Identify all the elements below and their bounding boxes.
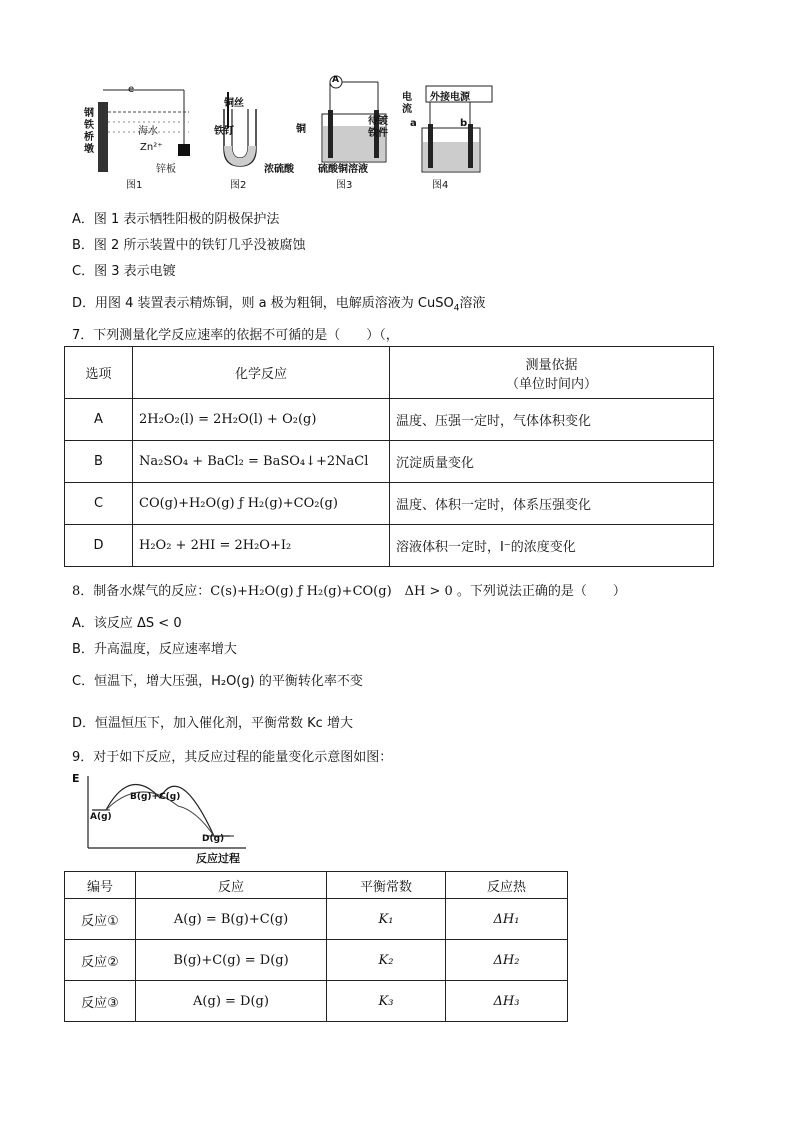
fig2-caption: 图2 (230, 180, 247, 191)
q9-row2-k: K₂ (327, 940, 446, 981)
fig4-a-label: a (410, 118, 417, 129)
fig4-current-label: 电 流 (402, 92, 412, 115)
q7-row-b-basis: 沉淀质量变化 (390, 441, 714, 483)
q9-row1-h: ΔH₁ (446, 899, 568, 940)
fig2-nail-label: 铁钉 (214, 126, 234, 137)
q9-header-id: 编号 (65, 872, 136, 899)
q7-row-c-basis: 温度、体积一定时，体系压强变化 (390, 483, 714, 525)
q7-header-row (65, 347, 714, 399)
q9-graph-end-label: D(g) (202, 834, 225, 844)
q7-header-basis (390, 347, 714, 399)
q6-option-d-sub: 4 (453, 303, 460, 314)
q9-header-k: 平衡常数 (327, 872, 446, 899)
q7-row-c-reaction: CO(g)+H₂O(g) ƒ H₂(g)+CO₂(g) (133, 483, 390, 525)
q6-option-b: B．图 2 所示装置中的铁钉几乎没被腐蚀 (72, 238, 306, 253)
q9-row1-k: K₁ (327, 899, 446, 940)
q8-option-b: B．升高温度，反应速率增大 (72, 642, 237, 657)
q9-row3-reaction: A(g) = D(g) (136, 981, 327, 1022)
table-row (65, 441, 714, 483)
q7-header-basis-line2: （单位时间内） (505, 376, 597, 392)
fig3-ammeter-label: A (332, 75, 339, 85)
fig4-caption: 图4 (432, 180, 449, 191)
q9-row3-k: K₃ (327, 981, 446, 1022)
q7-header-reaction: 化学反应 (133, 347, 390, 399)
q6-option-d-tail: 溶液 (459, 296, 486, 311)
fig1-caption: 图1 (126, 180, 143, 191)
fig4-power-label: 外接电源 (430, 92, 470, 103)
q9-stem: 9．对于如下反应，其反应过程的能量变化示意图如图： (72, 750, 393, 765)
fig2-acid-label: 浓硫酸 (264, 164, 294, 175)
q9-graph-mid-label: B(g)+C(g) (130, 792, 181, 802)
q6-option-d-text: D．用图 4 装置表示精炼铜，则 a 极为粗铜，电解质溶液为 CuSO (72, 296, 454, 311)
table-row (65, 899, 568, 940)
q7-row-a-basis: 温度、压强一定时，气体体积变化 (390, 399, 714, 441)
q9-row1-id: 反应① (65, 899, 136, 940)
q6-option-a: A．图 1 表示牺牲阳极的阴极保护法 (72, 212, 280, 227)
q9-graph-x-label: 反应过程 (196, 852, 240, 865)
fig1-ion-label: Zn²⁺ (140, 142, 163, 153)
q8-option-c: C．恒温下，增大压强，H₂O(g) 的平衡转化率不变 (72, 674, 363, 689)
fig3-caption: 图3 (336, 180, 353, 191)
q6-option-c: C．图 3 表示电镀 (72, 264, 176, 279)
fig3-solution-label: 硫酸铜溶液 (318, 164, 368, 175)
fig1-water-label: 海水 (138, 126, 158, 137)
q9-graph-start-label: A(g) (90, 812, 112, 822)
q7-row-d-reaction: H₂O₂ + 2HI = 2H₂O+I₂ (133, 525, 390, 567)
table-row (65, 525, 714, 567)
q7-row-b-option: B (65, 441, 133, 483)
q8-option-a: A．该反应 ΔS < 0 (72, 616, 182, 631)
q7-row-d-option: D (65, 525, 133, 567)
fig4-b-label: b (460, 118, 468, 129)
q7-row-a-option: A (65, 399, 133, 441)
q9-header-row (65, 872, 568, 899)
q9-table (64, 871, 568, 1022)
q9-header-reaction: 反应 (136, 872, 327, 899)
q6-option-d (72, 292, 485, 314)
q9-row2-reaction: B(g)+C(g) = D(g) (136, 940, 327, 981)
q8-stem: 8．制备水煤气的反应：C(s)+H₂O(g) ƒ H₂(g)+CO(g) ΔH > 0 。下列说法正确的是（ ） (72, 584, 626, 599)
table-row (65, 483, 714, 525)
q9-row1-reaction: A(g) = B(g)+C(g) (136, 899, 327, 940)
q7-header-option: 选项 (65, 347, 133, 399)
q7-table (64, 346, 714, 567)
q9-row3-id: 反应③ (65, 981, 136, 1022)
table-row (65, 399, 714, 441)
q7-stem: 7．下列测量化学反应速率的依据不可循的是（ ）（， (72, 328, 399, 343)
fig2-wire-label: 铜丝 (224, 98, 244, 109)
table-row (65, 940, 568, 981)
q9-header-h: 反应热 (446, 872, 568, 899)
q7-row-d-basis: 溶液体积一定时，I⁻的浓度变化 (390, 525, 714, 567)
table-row (65, 981, 568, 1022)
q7-header-basis-line1: 测量依据 (525, 357, 578, 373)
q9-graph-y-label: E (72, 772, 80, 785)
q7-row-a-reaction: 2H₂O₂(l) = 2H₂O(l) + O₂(g) (133, 399, 390, 441)
fig1-plate-label: 锌板 (156, 164, 176, 175)
q9-row2-h: ΔH₂ (446, 940, 568, 981)
fig1-wire-label: e (128, 84, 135, 95)
fig3-left-label: 铜 (296, 124, 306, 135)
q8-option-d: D．恒温恒压下，加入催化剂，平衡常数 Kc 增大 (72, 716, 353, 731)
q7-row-c-option: C (65, 483, 133, 525)
q9-row3-h: ΔH₃ (446, 981, 568, 1022)
fig3-right-label: 待镀 铁件 (368, 116, 388, 139)
fig1-pier-label: 钢 铁 桥 墩 (84, 108, 94, 155)
q9-row2-id: 反应② (65, 940, 136, 981)
q7-row-b-reaction: Na₂SO₄ + BaCl₂ = BaSO₄↓+2NaCl (133, 441, 390, 483)
